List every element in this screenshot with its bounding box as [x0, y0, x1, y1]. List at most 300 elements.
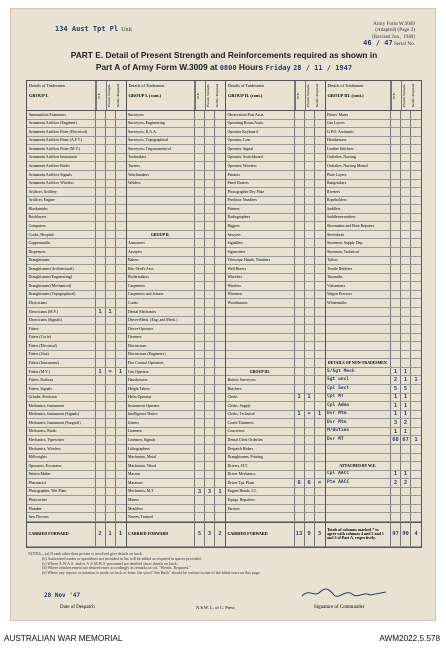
trade-name: Armament Artificer (Engineer): [27, 120, 96, 128]
trade-name: Armourers: [127, 239, 196, 247]
count-cell: [391, 120, 401, 128]
table-row: [27, 291, 126, 300]
count-cell: [305, 180, 315, 188]
table-row: [27, 368, 126, 377]
count-cell: [295, 111, 305, 119]
count-cell: [195, 471, 205, 479]
count-cell: [195, 205, 205, 213]
trade-name: Turners: [127, 162, 196, 170]
count-cell: [96, 488, 106, 496]
table-row: [326, 137, 422, 146]
count-cell: [411, 488, 421, 496]
total-cell: 5: [195, 523, 205, 546]
count-cell: [215, 154, 225, 162]
count-cell: [215, 462, 225, 470]
trade-name: Wagon Erectors: [326, 291, 392, 299]
count-cell: [401, 111, 411, 119]
trade-name: Fitters: [27, 325, 96, 333]
trade-name: Photographer, Wet Plate: [27, 488, 96, 496]
signature-label: Signature of Commander: [314, 605, 365, 610]
count-cell: [215, 291, 225, 299]
table-row: [127, 274, 226, 283]
count-cell: [295, 402, 305, 410]
count-cell: [106, 471, 116, 479]
count-cell: [391, 454, 401, 462]
table-row: [127, 376, 226, 385]
table-row: [27, 162, 126, 171]
count-cell: [315, 197, 325, 205]
count-cell: [391, 308, 401, 316]
total-cell: 90: [401, 523, 411, 546]
count-cell: [391, 171, 401, 179]
count-cell: [411, 265, 421, 273]
trade-name: S/Sgt Mech: [326, 368, 392, 376]
count-cell: 1: [218, 488, 222, 495]
count-cell: [195, 334, 205, 342]
table-row: [27, 265, 126, 274]
trade-name: Electricians (Signals): [27, 317, 96, 325]
carried-forward-label: CARRIED FORWARD: [127, 523, 196, 546]
count-cell: [315, 419, 325, 427]
trade-name: Draughtsmen (Engineering): [27, 274, 96, 282]
table-row: [127, 128, 226, 137]
count-cell: [205, 291, 215, 299]
total-cell: 3: [205, 523, 215, 546]
count-cell: [215, 351, 225, 359]
count-cell: [215, 445, 225, 453]
count-cell: [116, 257, 126, 265]
table-row: [27, 274, 126, 283]
count-cell: 2: [401, 479, 411, 487]
trade-name: Printers: [226, 205, 295, 213]
trade-name: Millwrights: [27, 454, 96, 462]
trade-name: Gas Operator: [127, 368, 196, 376]
count-cell: [96, 496, 106, 504]
we-header: W.E.: [96, 81, 106, 110]
count-cell: [391, 205, 401, 213]
trade-name: Rangetakers: [326, 180, 392, 188]
count-cell: [96, 454, 106, 462]
count-cell: [116, 291, 126, 299]
count-cell: [315, 436, 325, 444]
count-cell: [116, 308, 126, 316]
table-row: [27, 120, 126, 129]
trade-name: Drainers: [127, 334, 196, 342]
trade-name: Driver Tpt. Plant: [226, 479, 295, 487]
title-time: 0800: [219, 64, 237, 72]
trade-name: Cpl Sect: [326, 385, 392, 393]
table-row: [127, 239, 226, 248]
count-cell: [96, 479, 106, 487]
count-cell: [106, 385, 116, 393]
count-cell: [315, 291, 325, 299]
count-cell: [305, 308, 315, 316]
table-row: [127, 445, 226, 454]
trade-name: [326, 334, 392, 342]
trade-name: Ropeholders: [326, 197, 392, 205]
count-cell: [96, 334, 106, 342]
table-row: [326, 145, 422, 154]
table-row: [27, 402, 126, 411]
trade-name: Signallers: [226, 239, 295, 247]
count-cell: [205, 205, 215, 213]
count-cell: [411, 214, 421, 222]
count-cell: [411, 385, 421, 393]
table-row: [127, 257, 226, 266]
count-cell: [315, 325, 325, 333]
table-row: [27, 111, 126, 120]
count-cell: [305, 239, 315, 247]
total-cell: 1: [118, 531, 123, 538]
details-header: [326, 81, 392, 110]
count-cell: [305, 162, 315, 170]
table-row: [27, 180, 126, 189]
trade-name: Fitters (Gun): [27, 351, 96, 359]
count-cell: [391, 274, 401, 282]
table-row: [226, 428, 325, 437]
table-row: [27, 376, 126, 385]
table-row: [127, 291, 226, 300]
count-cell: [205, 120, 215, 128]
column-header: [226, 81, 325, 111]
trade-name: Masseurs: [127, 479, 196, 487]
count-cell: [305, 513, 315, 521]
count-cell: [305, 299, 315, 307]
count-cell: [295, 214, 305, 222]
count-cell: [215, 171, 225, 179]
count-cell: [411, 257, 421, 265]
count-cell: [195, 274, 205, 282]
table-row: [326, 197, 422, 206]
count-cell: [411, 145, 421, 153]
count-cell: [96, 197, 106, 205]
count-cell: 2: [401, 419, 411, 427]
count-cell: [315, 385, 325, 393]
count-cell: [401, 359, 411, 367]
trade-name: Computers: [27, 222, 96, 230]
trade-name: GROUP II.: [127, 231, 196, 239]
table-row: [226, 436, 325, 445]
count-cell: [205, 128, 215, 136]
serial-value: 46 / 47: [363, 39, 393, 48]
count-cell: [116, 137, 126, 145]
count-cell: [195, 111, 205, 119]
trade-name: Operator, Line: [226, 137, 295, 145]
table-row: [27, 488, 126, 497]
count-cell: 1: [317, 411, 322, 418]
trade-name: Grinder, Precision: [27, 394, 96, 402]
table-row: [226, 513, 325, 522]
trade-name: Armament Artificer Radio: [27, 162, 96, 170]
count-cell: [295, 205, 305, 213]
table-row: [326, 496, 422, 505]
table-row: [326, 471, 422, 480]
count-cell: [315, 317, 325, 325]
count-cell: [205, 376, 215, 384]
count-cell: [215, 376, 225, 384]
table-row: [127, 162, 226, 171]
count-cell: [305, 325, 315, 333]
carried-forward-row: [27, 522, 126, 547]
count-cell: [106, 162, 116, 170]
count-cell: [215, 325, 225, 333]
count-cell: [391, 317, 401, 325]
group-header-label: GROUP I.: [29, 93, 49, 98]
count-cell: [401, 513, 411, 521]
trade-name: Sawyers: [226, 231, 295, 239]
trade-name: M/Duties: [326, 428, 392, 436]
table-row: [226, 137, 325, 146]
trade-name: Mechanics, Instrument (Surgical): [27, 419, 96, 427]
column-header: [326, 81, 422, 111]
trade-name: Electricians: [27, 299, 96, 307]
trade-name: Mechanics, Instrument (Signals): [27, 411, 96, 419]
table-row: [326, 222, 422, 231]
trade-name: Fitters (Instrument): [27, 359, 96, 367]
table-row: [127, 205, 226, 214]
trade-name: Panel Beaters: [226, 180, 295, 188]
note-line: (e) Where any reports or notation is made on back of form, the word "See Back" should be written in one of the blank rows on this page.: [42, 570, 261, 576]
table-row: [27, 385, 126, 394]
table-row: [127, 265, 226, 274]
table-row: [127, 248, 226, 257]
table-row: [226, 282, 325, 291]
count-cell: [215, 317, 225, 325]
count-cell: [205, 334, 215, 342]
archive-accession: AWM2022.5.578: [379, 634, 440, 643]
count-cell: [391, 462, 401, 470]
count-cell: [215, 274, 225, 282]
trade-name: [326, 513, 392, 521]
count-cell: [215, 205, 225, 213]
trade-name: Clerks, Technical: [226, 411, 295, 419]
trade-name: Toolmakers: [127, 154, 196, 162]
count-cell: [391, 513, 401, 521]
count-cell: [391, 222, 401, 230]
table-row: [127, 137, 226, 146]
trade-name: Radiographers: [226, 214, 295, 222]
count-cell: [305, 154, 315, 162]
count-cell: [96, 282, 106, 290]
trade-name: Fitters' Mates: [326, 111, 392, 119]
count-cell: 6: [305, 479, 315, 487]
count-cell: [315, 376, 325, 384]
count-cell: 1: [401, 411, 411, 419]
count-cell: [401, 145, 411, 153]
count-cell: [215, 496, 225, 504]
count-cell: [315, 154, 325, 162]
table-row: [27, 222, 126, 231]
count-cell: [391, 128, 401, 136]
table-section-4: [326, 81, 422, 547]
table-row: [127, 471, 226, 480]
count-cell: [116, 359, 126, 367]
count-cell: [96, 376, 106, 384]
count-cell: [195, 257, 205, 265]
table-row: [27, 197, 126, 206]
count-cell: [315, 334, 325, 342]
present-header: Present Strength: [305, 81, 315, 110]
count-cell: [411, 274, 421, 282]
table-row: [226, 351, 325, 360]
trade-name: Armament Artificer Fitter (Electrical): [27, 128, 96, 136]
trade-name: Armament Artificer Fitter (A.F.V.): [27, 137, 96, 145]
table-row: [226, 471, 325, 480]
count-cell: [391, 351, 401, 359]
count-cell: 2: [391, 376, 401, 384]
count-cell: [315, 120, 325, 128]
table-row: [127, 231, 226, 240]
count-cell: [205, 137, 215, 145]
count-cell: [315, 299, 325, 307]
count-cell: [391, 257, 401, 265]
count-cell: [295, 471, 305, 479]
total-cell: 13: [295, 523, 305, 546]
count-cell: [195, 376, 205, 384]
trade-name: Stevedores: [326, 231, 392, 239]
trade-name: Helio Operator: [127, 394, 196, 402]
present-header: Present Strength: [205, 81, 215, 110]
count-cell: [411, 248, 421, 256]
total-cell: 4: [414, 531, 418, 538]
count-cell: [116, 445, 126, 453]
count-cell: [401, 454, 411, 462]
count-cell: [295, 488, 305, 496]
trade-name: Textile Refitters: [326, 265, 392, 273]
count-cell: [315, 231, 325, 239]
count-cell: [106, 188, 116, 196]
trade-name: Draughtsmen (Mechanical): [27, 282, 96, 290]
trade-name: Driver Mechanics: [226, 471, 295, 479]
table-row: [27, 308, 126, 317]
count-cell: [315, 282, 325, 290]
trade-name: Fitters (Cycle): [27, 334, 96, 342]
trade-name: Miners: [127, 496, 196, 504]
count-cell: [116, 436, 126, 444]
count-cell: [305, 376, 315, 384]
table-row: [226, 239, 325, 248]
count-cell: [401, 257, 411, 265]
count-cell: [195, 385, 205, 393]
count-cell: [305, 137, 315, 145]
trade-name: Linemen: [127, 428, 196, 436]
table-row: [326, 445, 422, 454]
carried-forward-label: CARRIED FORWARD: [226, 523, 295, 546]
count-cell: [195, 505, 205, 513]
count-cell: [96, 325, 106, 333]
count-cell: [205, 188, 215, 196]
trade-name: Electricians (Engineers): [127, 351, 196, 359]
count-cell: [195, 248, 205, 256]
count-cell: [305, 428, 315, 436]
count-cell: [391, 214, 401, 222]
count-cell: =: [106, 368, 116, 376]
table-row: [226, 359, 325, 368]
count-cell: [411, 282, 421, 290]
count-cell: [315, 428, 325, 436]
count-cell: [96, 128, 106, 136]
table-row: [127, 513, 226, 522]
required-header: Reinfs. Required: [411, 84, 416, 107]
count-cell: [106, 214, 116, 222]
count-cell: [106, 419, 116, 427]
table-row: [27, 239, 126, 248]
count-cell: [96, 205, 106, 213]
count-cell: [391, 291, 401, 299]
count-cell: [106, 137, 116, 145]
trade-name: Plate Layers: [326, 171, 392, 179]
count-cell: [116, 342, 126, 350]
count-cell: [411, 162, 421, 170]
count-cell: [195, 436, 205, 444]
trade-name: Operator, Wireless: [226, 162, 295, 170]
count-cell: [411, 154, 421, 162]
trade-name: [226, 351, 295, 359]
count-cell: [315, 222, 325, 230]
trade-name: Pattern Maker: [27, 471, 96, 479]
group-header-label: GROUP I. (cont.): [128, 93, 162, 98]
count-cell: [391, 239, 401, 247]
count-cell: 1: [401, 471, 411, 479]
count-cell: [116, 402, 126, 410]
table-section-1: [27, 81, 127, 547]
table-row: [27, 334, 126, 343]
count-cell: [411, 342, 421, 350]
count-cell: [106, 248, 116, 256]
count-cell: [401, 137, 411, 145]
count-cell: [305, 214, 315, 222]
count-cell: [411, 111, 421, 119]
count-cell: [401, 299, 411, 307]
note-line: NOTES—(a) If rank other than private is involved give details on back.: [28, 551, 143, 556]
trade-name: Ammunition Examiners: [27, 111, 96, 119]
table-row: [226, 385, 325, 394]
trade-name: Dental Mechanics: [127, 308, 196, 316]
form-revised: (Revised Jun., 1940): [372, 33, 415, 40]
count-cell: [295, 419, 305, 427]
count-cell: [205, 171, 215, 179]
count-cell: [295, 222, 305, 230]
count-cell: [205, 154, 215, 162]
table-row: [27, 282, 126, 291]
count-cell: [411, 291, 421, 299]
count-cell: [305, 351, 315, 359]
trade-name: Draughtsmen (Architectural): [27, 265, 96, 273]
trade-name: Wheelers: [226, 274, 295, 282]
trade-name: Cooks, Hospital: [27, 231, 96, 239]
count-cell: [195, 137, 205, 145]
count-cell: [205, 436, 215, 444]
count-cell: 1: [391, 402, 401, 410]
we-header: W.E.: [195, 81, 205, 110]
count-cell: [96, 162, 106, 170]
count-cell: [391, 334, 401, 342]
table-rows: [127, 111, 226, 547]
trade-name: [226, 317, 295, 325]
table-row: [226, 274, 325, 283]
trade-name: [127, 188, 196, 196]
count-cell: 3: [391, 419, 401, 427]
count-cell: [106, 462, 116, 470]
table-row: [226, 342, 325, 351]
count-cell: [106, 197, 116, 205]
table-row: [27, 505, 126, 514]
count-cell: [315, 214, 325, 222]
count-cell: [315, 488, 325, 496]
table-row: [127, 154, 226, 163]
group-header-label: GROUP II. (cont.): [228, 93, 263, 98]
count-cell: [411, 428, 421, 436]
